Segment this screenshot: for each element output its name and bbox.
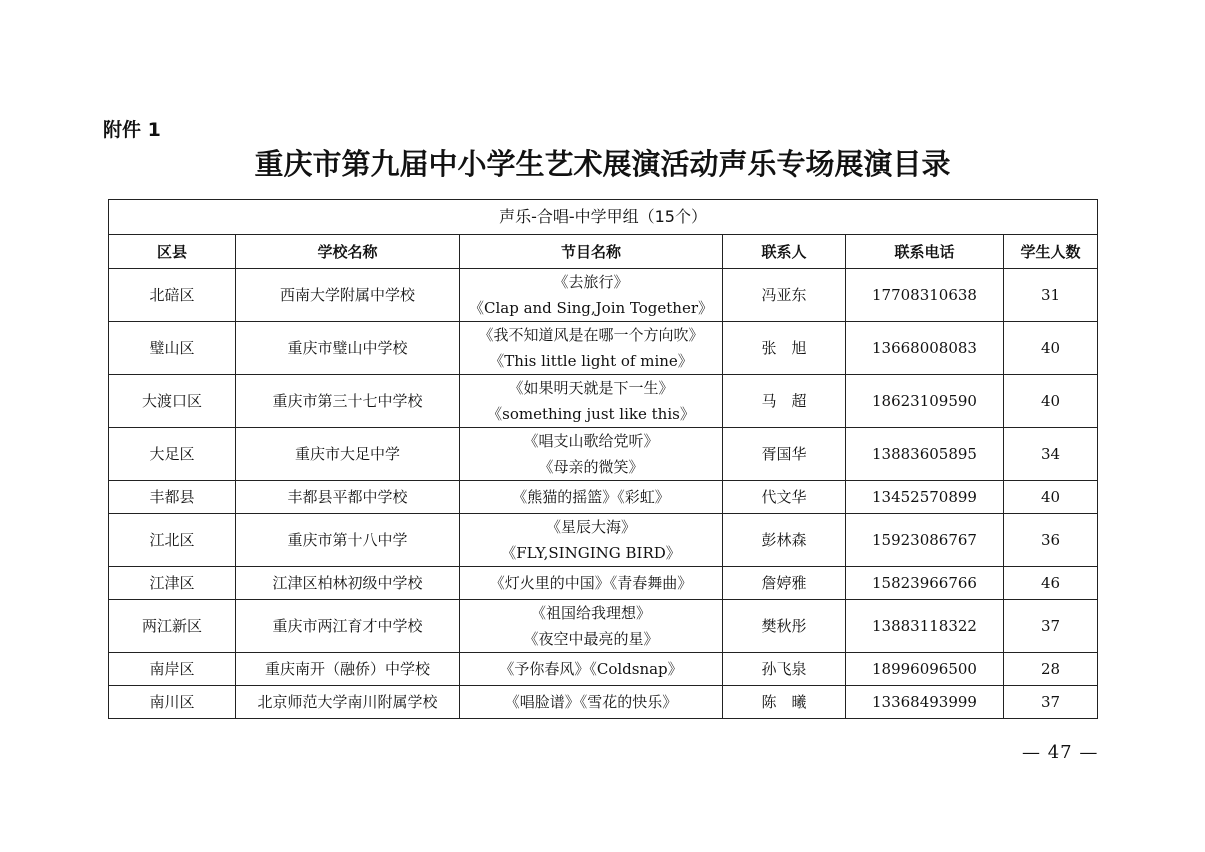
program-line: 《祖国给我理想》 (530, 604, 651, 622)
column-header-school: 学校名称 (236, 235, 460, 269)
program-cell (460, 269, 723, 322)
students-cell: 40 (1004, 322, 1098, 375)
program-line: 《予你春风》《Coldsnap》 (499, 660, 683, 678)
program-line: 《This little light of mine》 (489, 352, 693, 370)
district-cell: 丰都县 (109, 481, 236, 514)
phone-cell: 15923086767 (846, 514, 1004, 567)
program-cell (460, 514, 723, 567)
contact-cell: 马 超 (723, 375, 846, 428)
phone-cell: 18996096500 (846, 653, 1004, 686)
contact-cell: 冯亚东 (723, 269, 846, 322)
students-cell: 40 (1004, 375, 1098, 428)
program-table (108, 199, 1098, 719)
students-cell: 40 (1004, 481, 1098, 514)
students-cell: 28 (1004, 653, 1098, 686)
table-row (109, 481, 1098, 514)
phone-cell: 13368493999 (846, 686, 1004, 719)
program-line: 《去旅行》 (553, 273, 629, 291)
phone-cell: 13668008083 (846, 322, 1004, 375)
program-cell (460, 428, 723, 481)
column-header-contact: 联系人 (723, 235, 846, 269)
program-line: 《如果明天就是下一生》 (508, 379, 674, 397)
table-header-row (109, 235, 1098, 269)
school-cell: 江津区柏林初级中学校 (236, 567, 460, 600)
school-cell: 北京师范大学南川附属学校 (236, 686, 460, 719)
contact-cell: 张 旭 (723, 322, 846, 375)
contact-cell: 代文华 (723, 481, 846, 514)
students-cell: 34 (1004, 428, 1098, 481)
column-header-students: 学生人数 (1004, 235, 1098, 269)
program-line: 《夜空中最亮的星》 (523, 630, 659, 648)
students-cell: 31 (1004, 269, 1098, 322)
district-cell: 江津区 (109, 567, 236, 600)
program-line: 《熊猫的摇篮》《彩虹》 (512, 488, 670, 506)
district-cell: 江北区 (109, 514, 236, 567)
contact-cell: 陈 曦 (723, 686, 846, 719)
phone-cell: 13452570899 (846, 481, 1004, 514)
table-row (109, 514, 1098, 567)
program-cell (460, 375, 723, 428)
program-cell (460, 686, 723, 719)
page-title: 重庆市第九届中小学生艺术展演活动声乐专场展演目录 (254, 147, 951, 181)
contact-cell: 詹婷雅 (723, 567, 846, 600)
table-row (109, 428, 1098, 481)
attachment-label: 附件 1 (103, 119, 161, 141)
program-line: 《FLY,SINGING BIRD》 (501, 544, 681, 562)
table-caption: 声乐-合唱-中学甲组（15个） (109, 200, 1098, 235)
table-row (109, 375, 1098, 428)
program-line: 《something just like this》 (487, 405, 695, 423)
table-row (109, 322, 1098, 375)
students-cell: 37 (1004, 686, 1098, 719)
district-cell: 璧山区 (109, 322, 236, 375)
program-line: 《灯火里的中国》《青春舞曲》 (489, 574, 693, 592)
district-cell: 南川区 (109, 686, 236, 719)
program-cell (460, 600, 723, 653)
school-cell: 重庆市第十八中学 (236, 514, 460, 567)
program-line: 《母亲的微笑》 (538, 458, 644, 476)
school-cell: 重庆市璧山中学校 (236, 322, 460, 375)
table-row (109, 269, 1098, 322)
school-cell: 重庆南开（融侨）中学校 (236, 653, 460, 686)
program-line: 《唱脸谱》《雪花的快乐》 (504, 693, 678, 711)
program-cell (460, 653, 723, 686)
school-cell: 丰都县平都中学校 (236, 481, 460, 514)
program-line: 《星辰大海》 (545, 518, 636, 536)
district-cell: 南岸区 (109, 653, 236, 686)
phone-cell: 18623109590 (846, 375, 1004, 428)
district-cell: 北碚区 (109, 269, 236, 322)
students-cell: 46 (1004, 567, 1098, 600)
table-row (109, 686, 1098, 719)
contact-cell: 樊秋彤 (723, 600, 846, 653)
students-cell: 36 (1004, 514, 1098, 567)
district-cell: 大渡口区 (109, 375, 236, 428)
district-cell: 大足区 (109, 428, 236, 481)
phone-cell: 13883605895 (846, 428, 1004, 481)
phone-cell: 13883118322 (846, 600, 1004, 653)
phone-cell: 17708310638 (846, 269, 1004, 322)
program-cell (460, 322, 723, 375)
program-cell (460, 567, 723, 600)
table-row (109, 653, 1098, 686)
phone-cell: 15823966766 (846, 567, 1004, 600)
program-cell (460, 481, 723, 514)
table-row (109, 567, 1098, 600)
column-header-district: 区县 (109, 235, 236, 269)
program-line: 《唱支山歌给党听》 (523, 432, 659, 450)
column-header-phone: 联系电话 (846, 235, 1004, 269)
district-cell: 两江新区 (109, 600, 236, 653)
students-cell: 37 (1004, 600, 1098, 653)
program-line: 《Clap and Sing,Join Together》 (468, 299, 714, 317)
page-number: — 47 — (1022, 742, 1099, 763)
contact-cell: 胥国华 (723, 428, 846, 481)
contact-cell: 孙飞泉 (723, 653, 846, 686)
table-row (109, 600, 1098, 653)
program-line: 《我不知道风是在哪一个方向吹》 (478, 326, 704, 344)
school-cell: 西南大学附属中学校 (236, 269, 460, 322)
school-cell: 重庆市两江育才中学校 (236, 600, 460, 653)
contact-cell: 彭林森 (723, 514, 846, 567)
column-header-program: 节目名称 (460, 235, 723, 269)
school-cell: 重庆市第三十七中学校 (236, 375, 460, 428)
school-cell: 重庆市大足中学 (236, 428, 460, 481)
